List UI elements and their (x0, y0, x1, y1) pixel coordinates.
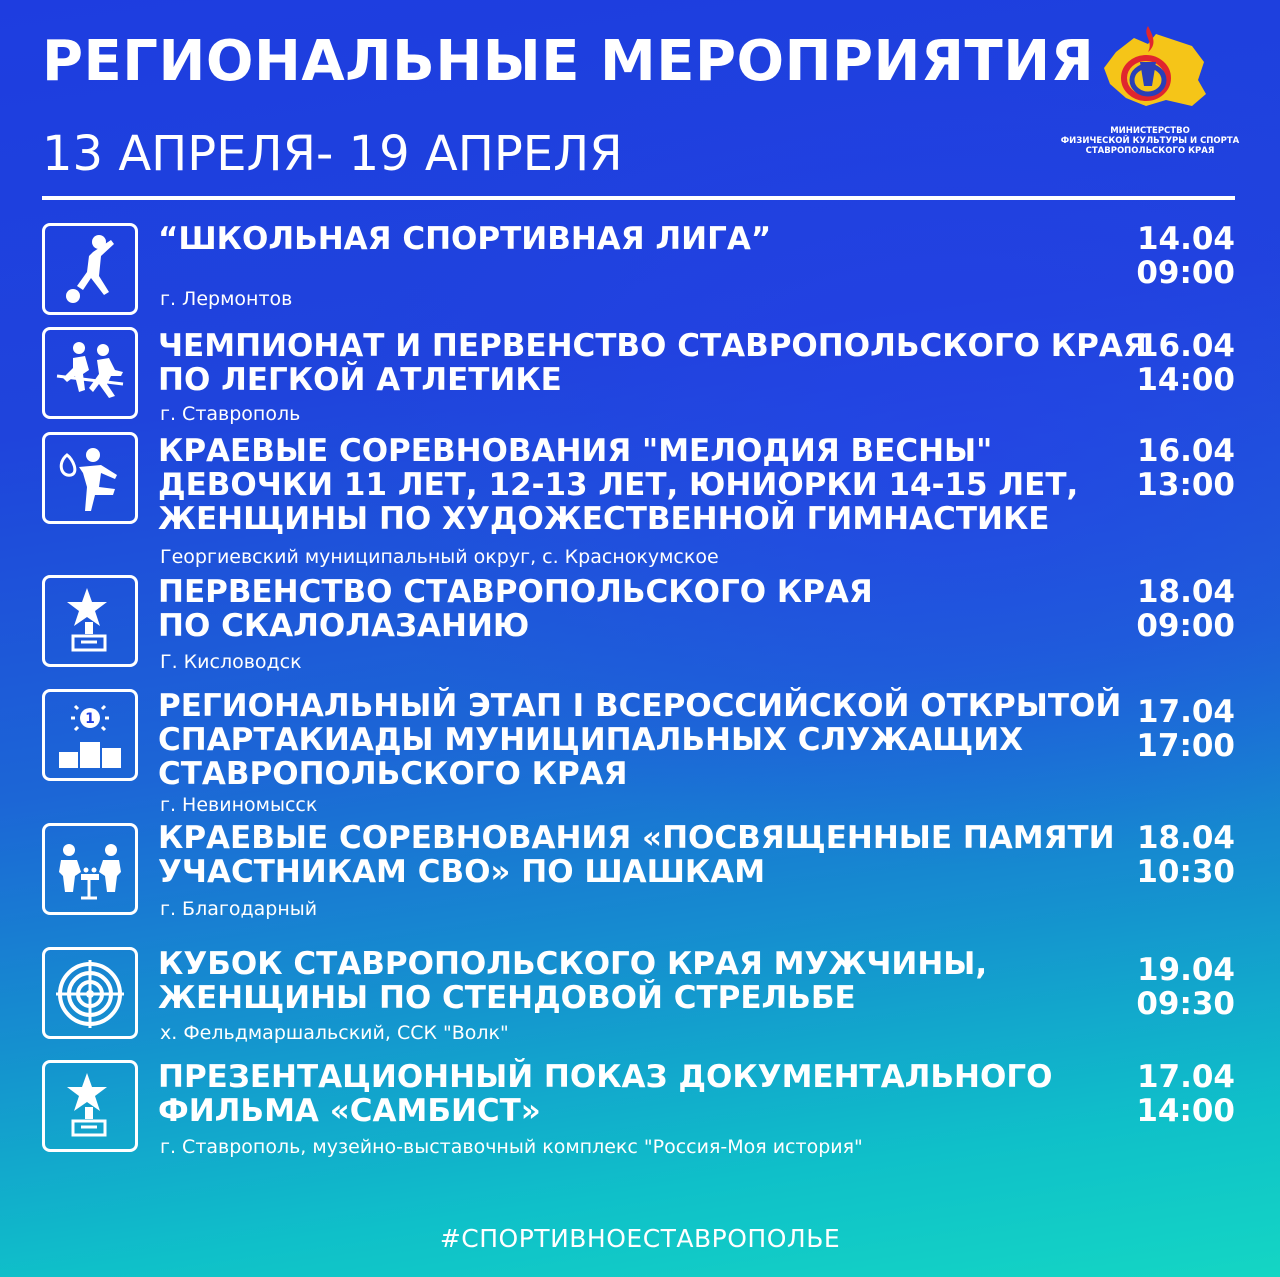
star-trophy-icon (42, 1060, 138, 1152)
event-time: 10:30 (1136, 854, 1235, 890)
event-title-line: СПАРТАКИАДЫ МУНИЦИПАЛЬНЫХ СЛУЖАЩИХ (158, 722, 1024, 758)
event-title-line: КУБОК СТАВРОПОЛЬСКОГО КРАЯ МУЖЧИНЫ, (158, 946, 988, 982)
target-icon (42, 947, 138, 1039)
logo-line-2: ФИЗИЧЕСКОЙ КУЛЬТУРЫ И СПОРТА (1060, 136, 1240, 146)
event-time: 17:00 (1136, 728, 1235, 764)
event-time: 14:00 (1136, 362, 1235, 398)
event-date: 17.04 (1136, 1059, 1235, 1095)
event-date: 18.04 (1136, 820, 1235, 856)
event-title-line: СТАВРОПОЛЬСКОГО КРАЯ (158, 756, 628, 792)
event-place: г. Невиномысск (160, 794, 318, 816)
gymnast-icon (42, 432, 138, 524)
header-divider (42, 196, 1235, 200)
runners-icon (42, 327, 138, 419)
footer-hashtag: #СПОРТИВНОЕСТАВРОПОЛЬЕ (439, 1224, 841, 1253)
event-place: г. Благодарный (160, 898, 318, 920)
event-place: г. Лермонтов (160, 288, 293, 310)
event-date: 14.04 (1136, 221, 1235, 257)
event-title-line: ДЕВОЧКИ 11 ЛЕТ, 12-13 ЛЕТ, ЮНИОРКИ 14-15 ЛЕТ, (158, 467, 1079, 503)
event-title-line: ФИЛЬМА «САМБИСТ» (158, 1093, 541, 1129)
event-place: Г. Кисловодск (160, 651, 302, 673)
svg-text:1: 1 (85, 711, 95, 727)
event-place: Георгиевский муниципальный округ, с. Краснокумское (160, 546, 719, 568)
ministry-logo (1060, 22, 1240, 162)
page-title: РЕГИОНАЛЬНЫЕ МЕРОПРИЯТИЯ (42, 29, 1095, 94)
event-title-line: ЖЕНЩИНЫ ПО ХУДОЖЕСТВЕННОЙ ГИМНАСТИКЕ (158, 501, 1050, 537)
date-range: 13 АПРЕЛЯ- 19 АПРЕЛЯ (42, 126, 623, 182)
event-title-line: ПО СКАЛОЛАЗАНИЮ (158, 608, 530, 644)
event-title-line: ПЕРВЕНСТВО СТАВРОПОЛЬСКОГО КРАЯ (158, 574, 873, 610)
event-time: 09:00 (1136, 255, 1235, 291)
event-title-line: ПРЕЗЕНТАЦИОННЫЙ ПОКАЗ ДОКУМЕНТАЛЬНОГО (158, 1059, 1053, 1095)
event-place: х. Фельдмаршальский, ССК "Волк" (160, 1022, 509, 1044)
event-title-line: ЧЕМПИОНАТ И ПЕРВЕНСТВО СТАВРОПОЛЬСКОГО КРАЯ (158, 328, 1147, 364)
event-date: 16.04 (1136, 433, 1235, 469)
event-place: г. Ставрополь (160, 403, 301, 425)
event-title-line: КРАЕВЫЕ СОРЕВНОВАНИЯ "МЕЛОДИЯ ВЕСНЫ" (158, 433, 993, 469)
event-title-line: “ШКОЛЬНАЯ СПОРТИВНАЯ ЛИГА” (158, 221, 772, 257)
event-date: 16.04 (1136, 328, 1235, 364)
event-place: г. Ставрополь, музейно-выставочный комплекс "Россия-Моя история" (160, 1136, 863, 1158)
football-player-icon (42, 223, 138, 315)
star-trophy-icon (42, 575, 138, 667)
checkers-players-icon (42, 823, 138, 915)
event-title-line: КРАЕВЫЕ СОРЕВНОВАНИЯ «ПОСВЯЩЕННЫЕ ПАМЯТИ (158, 820, 1115, 856)
event-title-line: УЧАСТНИКАМ СВО» ПО ШАШКАМ (158, 854, 766, 890)
event-date: 17.04 (1136, 694, 1235, 730)
logo-line-1: МИНИСТЕРСТВО (1110, 126, 1190, 136)
logo-line-3: СТАВРОПОЛЬСКОГО КРАЯ (1085, 146, 1215, 156)
podium-icon (42, 689, 138, 781)
event-time: 09:00 (1136, 608, 1235, 644)
event-date: 18.04 (1136, 574, 1235, 610)
event-time: 14:00 (1136, 1093, 1235, 1129)
event-title-line: ПО ЛЕГКОЙ АТЛЕТИКЕ (158, 362, 562, 398)
event-time: 13:00 (1136, 467, 1235, 503)
ministry-emblem-icon (1096, 22, 1206, 122)
event-date: 19.04 (1136, 952, 1235, 988)
event-time: 09:30 (1136, 986, 1235, 1022)
event-title-line: РЕГИОНАЛЬНЫЙ ЭТАП I ВСЕРОССИЙСКОЙ ОТКРЫТОЙ (158, 688, 1122, 724)
event-title-line: ЖЕНЩИНЫ ПО СТЕНДОВОЙ СТРЕЛЬБЕ (158, 980, 856, 1016)
